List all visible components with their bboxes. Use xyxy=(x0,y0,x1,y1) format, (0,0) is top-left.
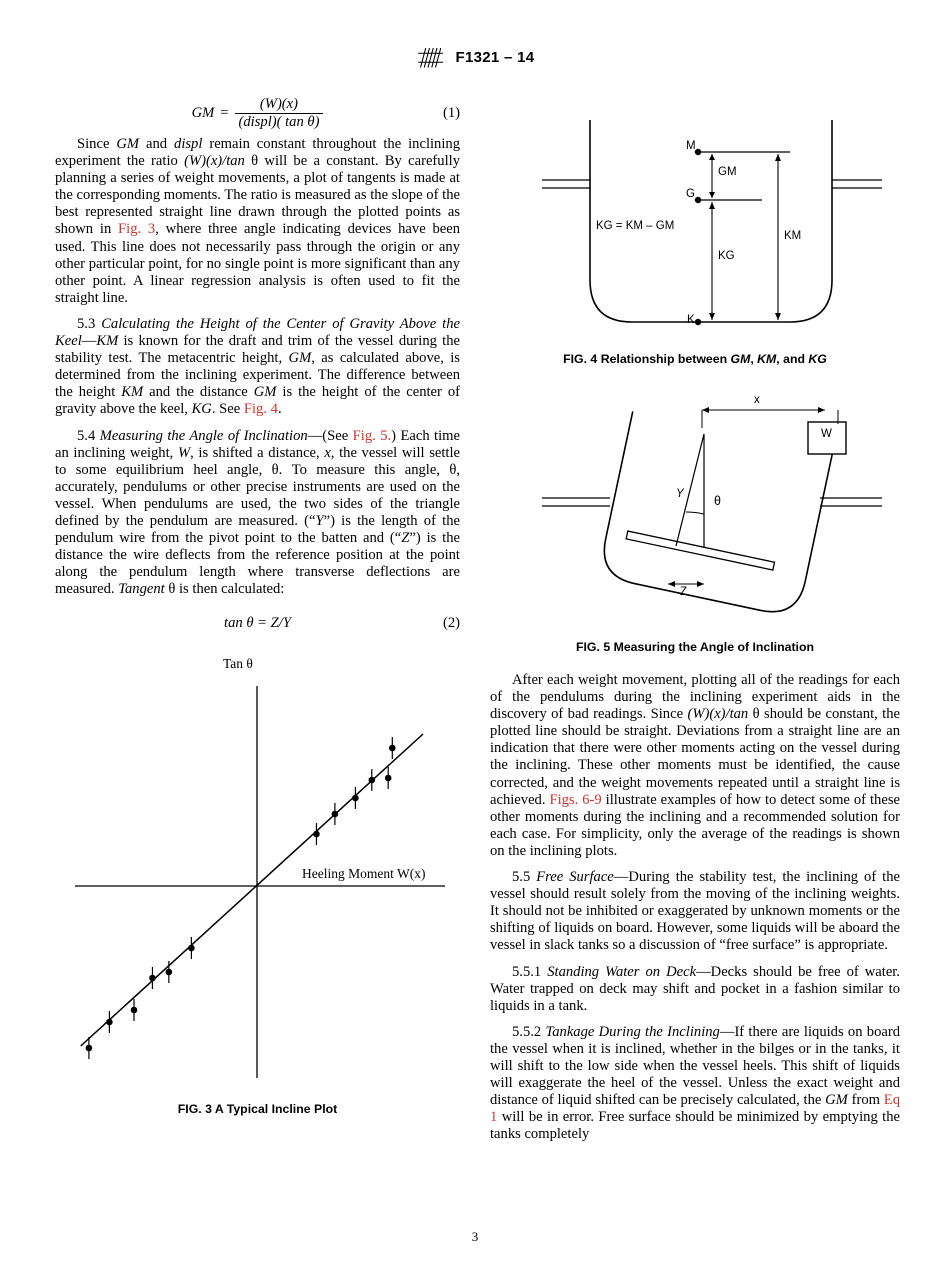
cross-reference-link[interactable]: Eq 1 xyxy=(490,1092,901,1126)
data-point xyxy=(188,945,195,952)
cross-reference-link[interactable]: Fig. 5. xyxy=(352,427,392,444)
figure-4-caption-part2: , xyxy=(750,352,758,366)
figure-4-label-gm: GM xyxy=(718,166,737,178)
equation-1 xyxy=(55,90,460,136)
figure-4 xyxy=(490,90,900,366)
left-paragraph-block xyxy=(55,136,460,598)
figure-4-caption xyxy=(490,352,900,366)
figure-4-label-equation: KG = KM – GM xyxy=(596,220,675,232)
p-5-5: 5.5 Free Surface—During the stability test, the inclining of the vessel should result solely from the moving of the inclining weights. It should not be inhibited or exaggerated by unknown moments or the shifting of liquids on board. However, some liquids will be aboard the vessel in slack tanks so a discussion of “free surface” is appropriate. xyxy=(490,869,900,954)
eq1-number: (1) xyxy=(442,104,460,121)
data-point xyxy=(332,811,339,818)
figure-5-label-y: Y xyxy=(676,488,684,500)
eq1-denominator: (displ)( tan θ) xyxy=(235,113,324,131)
figure-4-caption-km: KM xyxy=(757,352,777,366)
figure-4-caption-kg: KG xyxy=(808,352,827,366)
figure-4-label-k: K xyxy=(687,314,695,326)
right-column xyxy=(490,90,900,1143)
eq1-lhs: GM xyxy=(191,104,215,121)
figure-3 xyxy=(55,658,460,1116)
figure-4-caption-gm: GM xyxy=(730,352,751,366)
page-title: F1321 – 14 xyxy=(455,48,535,66)
eq1-fraction xyxy=(235,96,324,131)
data-point xyxy=(389,745,396,752)
figure-4-caption-part1: FIG. 4 Relationship between xyxy=(563,352,731,366)
figure-4-label-kg: KG xyxy=(718,250,735,262)
figure-3-y-label: Tan θ xyxy=(223,656,253,672)
figure-4-caption-part3: , and xyxy=(776,352,809,366)
astm-logo-icon xyxy=(416,44,446,70)
eq2-text: tan θ = Z/Y xyxy=(224,614,291,631)
cross-reference-link[interactable]: Figs. 6-9 xyxy=(549,791,602,808)
figure-4-label-m: M xyxy=(686,140,696,152)
page-header xyxy=(0,44,950,75)
figure-5-diagram xyxy=(490,388,900,638)
equation-2 xyxy=(55,606,460,640)
data-point xyxy=(369,777,376,784)
figure-5 xyxy=(490,388,900,654)
figure-4-label-g: G xyxy=(686,188,695,200)
figure-5-label-x: x xyxy=(754,394,760,406)
figure-4-diagram xyxy=(490,90,900,350)
p-5-4: 5.4 Measuring the Angle of Inclination—(See Fig. 5.) Each time an inclining weight, W, is shifted a distance, x, the vessel will settle to some equilibrium heel angle, θ. To measure this angle, θ, accurately, pendulums or other precise instruments are used on the vessel. When pendulums are used, the two sides of the triangle defined by the pendulum are measured. (“Y”) is the length of the pendulum wire from the pivot point to the batten and (“Z”) is the distance the wire deflects from the reference position at the point along the pendulum length where transverse deflections are measured. Tangent θ is then calculated: xyxy=(55,427,460,598)
eq1-equals: = xyxy=(220,104,229,121)
figure-5-caption: FIG. 5 Measuring the Angle of Inclination xyxy=(576,640,814,654)
p-5-3: 5.3 Calculating the Height of the Center of Gravity Above the Keel—KM is known for the draft and trim of the vessel during the stability test. The metacentric height, GM, as calculated above, is determined from the inclining experiment. The difference between the height KM and the distance GM is the height of the center of gravity above the keel, KG. See Fig. 4. xyxy=(55,315,460,418)
data-point xyxy=(352,795,359,802)
p-after-weight: After each weight movement, plotting all of the readings for each of the pendulums during the inclining experiment aids in the discovery of bad readings. Since (W)(x)/tan θ should be constant, the plotted line should be straight. Deviations from a straight line are an indication that there were other moments acting on the vessel during the inclining. These other moments must be identified, the cause corrected, and the weight movements repeated until a straight line is achieved. Figs. 6-9 illustrate examples of how to detect some of these other moments during the inclining and a recommended solution for each case. For simplicity, only the average of the readings is shown on the inclining plots. xyxy=(490,672,901,859)
data-point xyxy=(131,1007,138,1014)
data-point xyxy=(149,975,156,982)
data-point xyxy=(166,969,173,976)
figure-4-label-km: KM xyxy=(784,230,802,242)
figure-5-label-z: Z xyxy=(680,586,688,598)
cross-reference-link[interactable]: Fig. 4 xyxy=(243,401,278,418)
eq2-number: (2) xyxy=(442,614,460,631)
data-point xyxy=(86,1045,93,1052)
eq1-numerator: (W)(x) xyxy=(259,95,298,112)
p-5-2-cont: Since GM and displ remain constant throughout the inclining experiment the ratio (W)(x)/tan θ will be a constant. By carefully planning a series of weight movements, a plot of tangents is made at the corresponding moments. The ratio is measured as the slope of the best represented straight line drawn through the plotted points as shown in Fig. 3, where three angle indicating devices have been used. This line does not necessarily pass through the origin or any other particular point, for no single point is more significant than any other point. A linear regression analysis is often used to fit the straight line. xyxy=(55,136,461,306)
cross-reference-link[interactable]: Fig. 3 xyxy=(118,221,156,238)
p-5-5-2: 5.5.2 Tankage During the Inclining—If there are liquids on board the vessel when it is inclined, whether in the bilges or in the tanks, it will shift to the low side when the vessel heels. This shift of liquids will exaggerate the heel of the vessel. Unless the exact weight and distance of liquid shifted can be precisely calculated, the GM from Eq 1 will be in error. Free surface should be minimized by emptying the tanks completely xyxy=(490,1023,901,1143)
data-point xyxy=(385,775,392,782)
page-number: 3 xyxy=(471,1229,479,1244)
data-point xyxy=(313,831,320,838)
figure-5-label-w: W xyxy=(821,428,832,440)
figure-3-caption: FIG. 3 A Typical Incline Plot xyxy=(177,1102,338,1117)
p-5-5-1: 5.5.1 Standing Water on Deck—Decks should be free of water. Water trapped on deck may shift and pocket in a fashion similar to liquids in a tank. xyxy=(490,963,900,1014)
left-column xyxy=(55,90,460,1116)
right-paragraph-block xyxy=(490,672,900,1143)
figure-5-label-theta: θ xyxy=(714,494,721,508)
data-point xyxy=(106,1019,113,1026)
figure-3-x-label: Heeling Moment W(x) xyxy=(302,866,426,882)
